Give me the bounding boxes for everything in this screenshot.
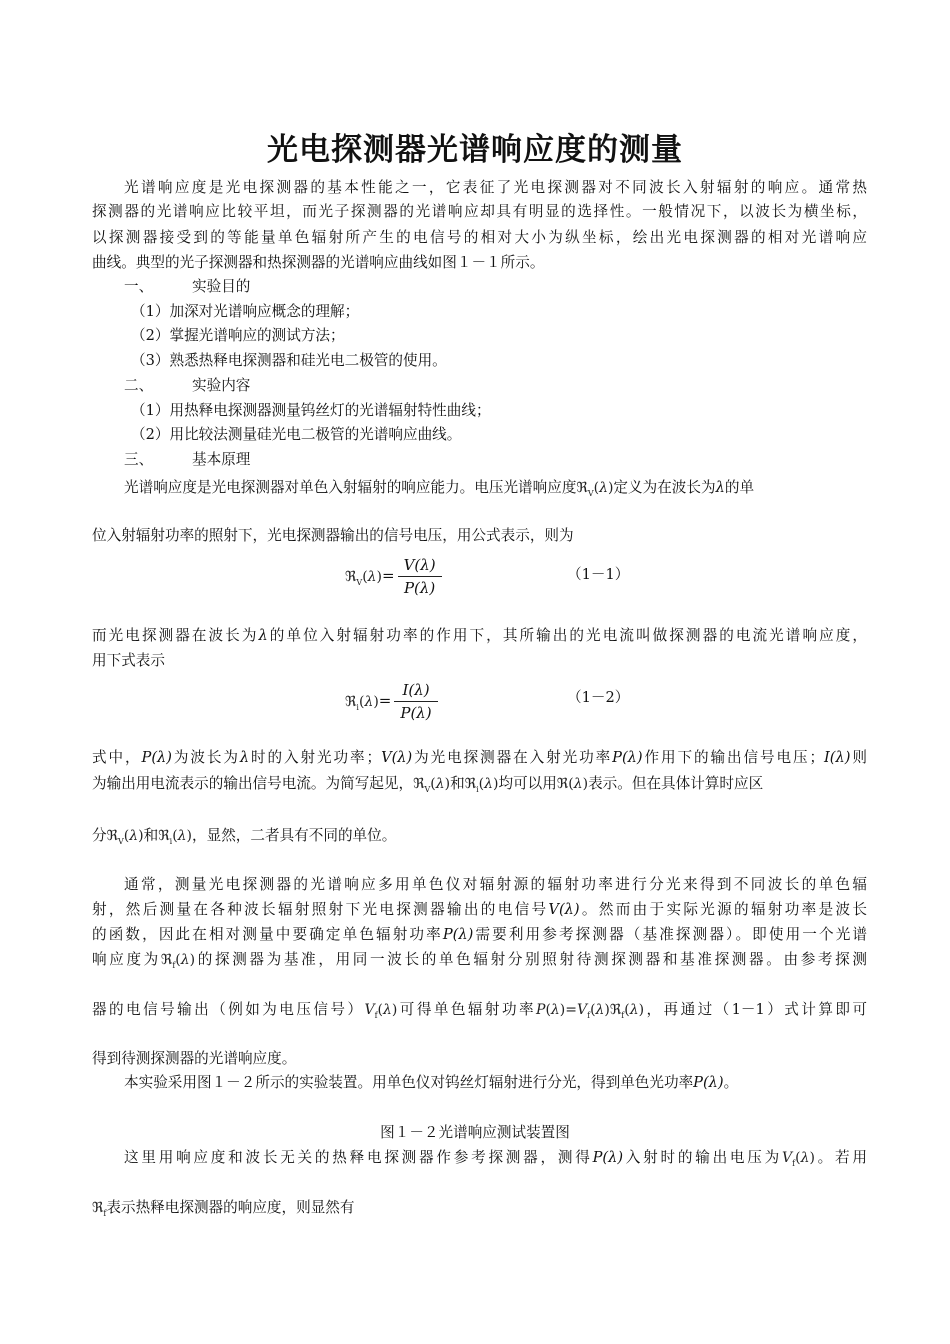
section-number: 二、 bbox=[124, 377, 154, 394]
intro-line-1: 光谱响应度是光电探测器的基本性能之一，它表征了光电探测器对不同波长入射辐射的响应。通常热 bbox=[124, 179, 867, 196]
principle-line-2: 位入射辐射功率的照射下，光电探测器输出的信号电压，用公式表示，则为 bbox=[92, 527, 574, 544]
principle-line-1: 光谱响应度是光电探测器对单色入射辐射的响应能力。电压光谱响应度ℜ$_V$(λ)定义为在波长为λ的单 bbox=[124, 479, 755, 498]
section-heading-principle bbox=[124, 450, 250, 470]
intro-line-3: 以探测器接受到的等能量单色辐射所产生的电信号的相对大小为纵坐标，绘出光电探测器的相对光谱响应 bbox=[92, 229, 867, 246]
figure-caption: 图１－２光谱响应测试装置图 bbox=[380, 1124, 570, 1141]
principle-line-4: 用下式表示 bbox=[92, 652, 165, 669]
fraction: $\frac{I(\lambda)}{P(\lambda)}$ bbox=[394, 681, 437, 722]
responsivity-voltage-symbol: ℜ$_V$(λ) bbox=[576, 480, 614, 498]
content-item: （2）用比较法测量硅光电二极管的光谱响应曲线。 bbox=[131, 426, 462, 443]
method-line-1: 通常，测量光电探测器的光谱响应多用单色仪对辐射源的辐射功率进行分光来得到不同波长的单色辐 bbox=[124, 876, 867, 893]
content-item: （1）用热释电探测器测量钨丝灯的光谱辐射特性曲线； bbox=[131, 402, 491, 419]
intro-line-2: 探测器的光谱响应比较平坦，而光子探测器的光谱响应却具有明显的选择性。一般情况下，以波长为横坐标， bbox=[92, 203, 867, 220]
section-title: 实验内容 bbox=[192, 377, 251, 394]
principle-line-6: 为输出用电流表示的输出信号电流。为简写起见，ℜ$_V$(λ)和ℜ$_i$(λ)均可以用ℜ(λ)表示。但在具体计算时应区 bbox=[92, 775, 764, 794]
equation-number: （1－2） bbox=[567, 689, 630, 706]
principle-line-7: 分ℜ$_V$(λ)和ℜ$_i$(λ)，显然，二者具有不同的单位。 bbox=[92, 827, 397, 846]
method-line-3: 的函数，因此在相对测量中要确定单色辐射功率P(λ)需要利用参考探测器（基准探测器）。即使用一个光谱 bbox=[92, 926, 867, 943]
section-heading-aims bbox=[124, 277, 250, 297]
fraction: $\frac{V(\lambda)}{P(\lambda)}$ bbox=[398, 556, 442, 597]
responsivity-current-symbol: ℜ$_i$(λ) bbox=[345, 693, 379, 712]
method-line-4: 响应度为ℜ$_f$(λ)的探测器为基准，用同一波长的单色辐射分别照射待测探测器和基准探测器。由参考探测 bbox=[92, 951, 867, 970]
equation-number: （1－1） bbox=[567, 566, 630, 583]
aim-item: （3）熟悉热释电探测器和硅光电二极管的使用。 bbox=[131, 352, 447, 369]
reference-line-1: 这里用响应度和波长无关的热释电探测器作参考探测器，测得P(λ)入射时的输出电压为$V_f(\lambda)$。若用 bbox=[124, 1149, 867, 1168]
aim-item: （1）加深对光谱响应概念的理解； bbox=[131, 303, 360, 320]
section-number: 三、 bbox=[124, 451, 154, 468]
method-line-2: 射，然后测量在各种波长辐射照射下光电探测器输出的电信号V(λ)。然而由于实际光源的辐射功率是波长 bbox=[92, 901, 867, 918]
method-line-6: 得到待测探测器的光谱响应度。 bbox=[92, 1050, 297, 1067]
reference-line-2: ℜ$_f$表示热释电探测器的响应度，则显然有 bbox=[92, 1199, 355, 1218]
section-heading-contents bbox=[124, 376, 250, 396]
equation-2: ℜ$_i$(λ)= $\frac{I(\lambda)}{P(\lambda)}$ bbox=[345, 681, 438, 722]
aim-item: （2）掌握光谱响应的测试方法； bbox=[131, 327, 345, 344]
page-title: 光电探测器光谱响应度的测量 bbox=[267, 132, 683, 168]
equation-1: ℜ$_V$(λ)= $\frac{V(\lambda)}{P(\lambda)}$ bbox=[345, 556, 442, 597]
section-title: 实验目的 bbox=[192, 278, 251, 295]
responsivity-voltage-symbol: ℜ$_V$(λ) bbox=[345, 568, 382, 587]
section-number: 一、 bbox=[124, 278, 154, 295]
method-line-5: 器的电信号输出（例如为电压信号）$V_f(\lambda)$可得单色辐射功率$P(\lambda)=V_f(\lambda)ℜ_f(\lambda)$，再通过（1－1）式计算即可 bbox=[92, 1001, 867, 1020]
principle-line-5: 式中，P(λ)为波长为λ时的入射光功率；V(λ)为光电探测器在入射光功率P(λ)作用下的输出信号电压；I(λ)则 bbox=[92, 749, 867, 766]
intro-line-4: 曲线。典型的光子探测器和热探测器的光谱响应曲线如图１－１所示。 bbox=[92, 254, 545, 271]
setup-line: 本实验采用图１－２所示的实验装置。用单色仪对钨丝灯辐射进行分光，得到单色光功率P(λ)。 bbox=[124, 1074, 739, 1091]
section-title: 基本原理 bbox=[192, 451, 251, 468]
principle-line-3: 而光电探测器在波长为λ的单位入射辐射功率的作用下，其所输出的光电流叫做探测器的电流光谱响应度， bbox=[92, 627, 867, 644]
